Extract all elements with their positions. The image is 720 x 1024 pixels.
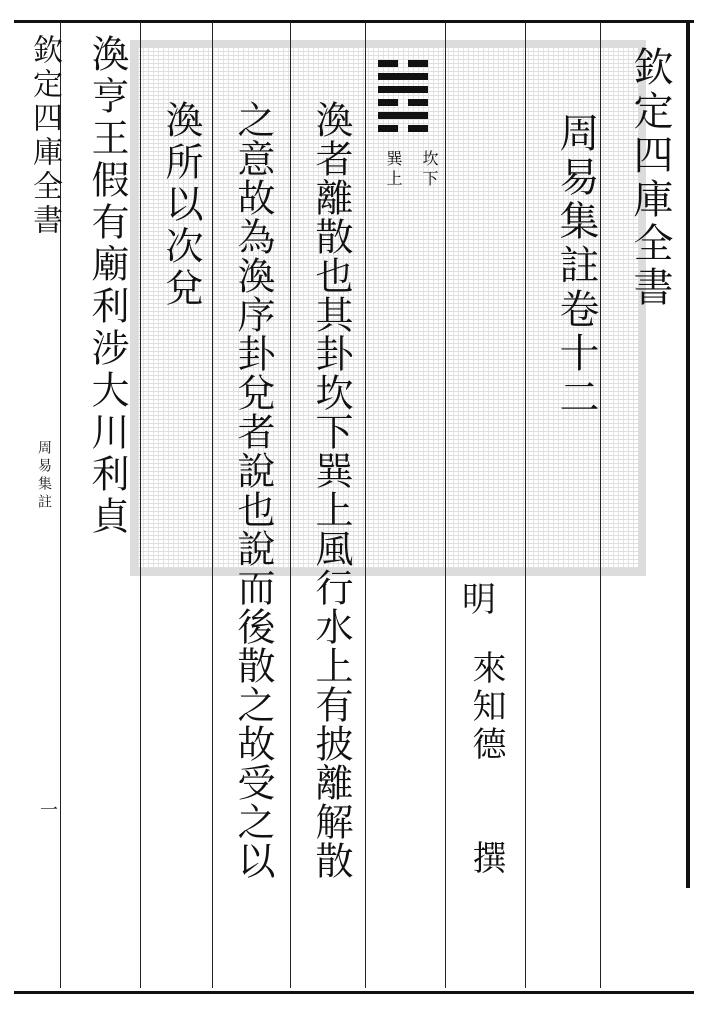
collection-title: 欽定四庫全書 xyxy=(627,46,673,310)
author-name: 來知德 xyxy=(466,650,506,764)
hexagram-line xyxy=(378,86,428,93)
text-column: 渙亨王假有廟利涉大川利貞 xyxy=(85,34,129,538)
column-rule xyxy=(290,22,291,988)
column-rule xyxy=(212,22,213,988)
hexagram-symbol xyxy=(378,60,428,132)
column-rule xyxy=(365,22,366,988)
hexagram-line xyxy=(378,99,428,106)
column-rule xyxy=(525,22,526,988)
hexagram-line xyxy=(378,73,428,80)
author-verb: 撰 xyxy=(466,840,506,878)
volume-title: 周易集註卷十二 xyxy=(553,112,599,420)
text-column: 渙所以次兌 xyxy=(159,100,203,310)
hexagram-line xyxy=(378,125,428,132)
text-column: 之意故為渙序卦兌者說也說而後散之故受之以 xyxy=(231,100,275,880)
column-rule-thick xyxy=(686,22,690,888)
hexagram-line xyxy=(378,60,428,67)
column-rule xyxy=(445,22,446,988)
gutter-volume-label: 周易集註 xyxy=(36,440,52,512)
author-dynasty: 明 xyxy=(462,580,496,620)
text-column: 渙者離散也其卦坎下巽上風行水上有披離解散 xyxy=(309,100,353,880)
hexagram-line xyxy=(378,112,428,119)
hexagram-lower-label: 坎下 xyxy=(420,150,439,190)
gutter-collection-title: 欽定四庫全書 xyxy=(27,34,62,238)
hexagram-upper-label: 巽上 xyxy=(384,150,403,190)
column-rule xyxy=(140,22,141,988)
gutter-page-number: 一 xyxy=(37,800,58,822)
